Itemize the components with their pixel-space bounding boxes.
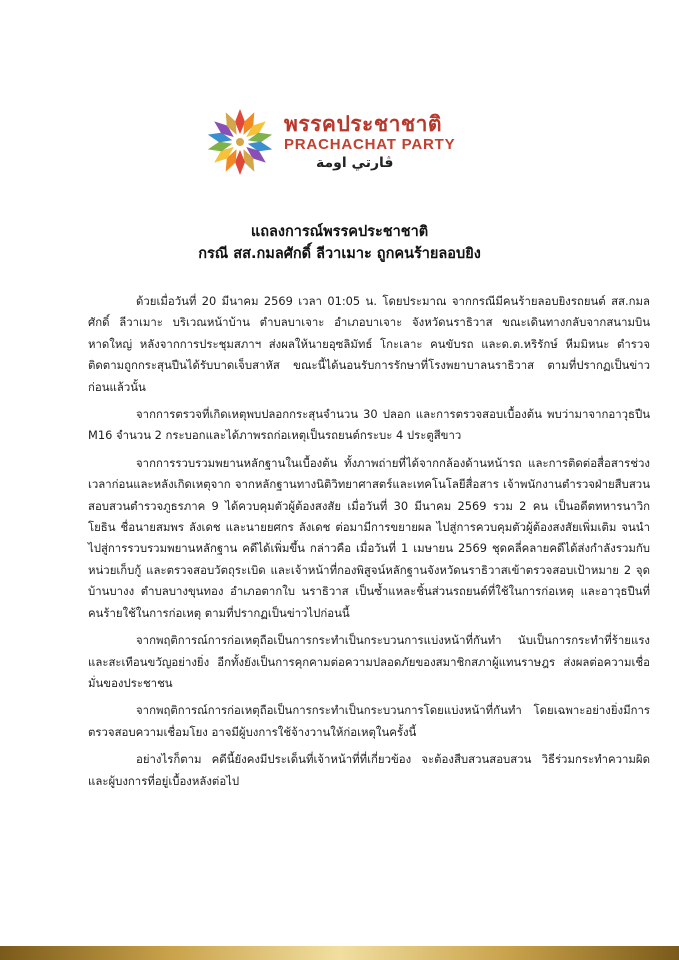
paragraph-2: จากการตรวจที่เกิดเหตุพบปลอกกระสุนจำนวน 30 ปลอก และการตรวจสอบเบื้องต้น พบว่ามาจากอาวุธปืน M16 จำนวน 2 กระบอกและได้ภาพรถก่อเหตุเป็นรถยนต์กระบะ 4 ประตูสีขาว [88, 407, 650, 443]
party-name-thai: พรรคประชาชาติ [284, 111, 443, 136]
footer-gold-bar [0, 946, 679, 960]
paragraph-1: ด้วยเมื่อวันที่ 20 มีนาคม 2569 เวลา 01:05 น. โดยประมาณ จากกรณีมีคนร้ายลอบยิงรถยนต์ สส.กมลศักดิ์ ลีวาเมาะ บริเวณหน้าบ้าน ตำบลบาเจาะ อำเภอบาเจาะ จังหวัดนราธิวาส ขณะเดินทางกลับจากสนามบินหาดใหญ่ หลังจากการประชุมสภาฯ ส่งผลให้นายอุซลิมัทธ์ โกะเลาะ คนขับรถ และด.ต.หริรักษ์ หีมมิหนะ ตำรวจติดตามถูกกระสุนปืนได้รับบาดเจ็บสาหัส ขณะนี้ได้นอนรับการรักษาที่โรงพยาบาลนราธิวาส ตามที่ปรากฏเป็นข่าวก่อนแล้วนั้น [88, 294, 650, 394]
paragraph-6: อย่างไรก็ตาม คดีนี้ยังคงมีประเด็นที่เจ้าหน้าที่ที่เกี่ยวข้อง จะต้องสืบสวนสอบสวน วิธีร่วมกระทำความผิด และผู้บงการที่อยู่เบื้องหลังต่อไป [88, 752, 650, 788]
paragraph-3: จากการรวบรวมพยานหลักฐานในเบื้องต้น ทั้งภาพถ่ายที่ได้จากกล้องด้านหน้ารถ และการติดต่อสื่อสารช่วงเวลาก่อนและหลังเกิดเหตุจาก จากหลักฐานทางนิติวิทยาศาสตร์และเทคโนโลยีสื่อสาร เจ้าพนักงานตำรวจฝ่ายสืบสวนสอบสวนตำรวจภูธรภาค 9 ได้ควบคุมตัวผู้ต้องสงสัย เมื่อวันที่ 30 มีนาคม 2569 รวม 2 คน เป็นอดีตทหารนาวิกโยธิน ชื่อนายสมพร ลังเดช และนายยศกร ลังเดช ต่อมามีการขยายผล ไปสู่การควบคุมตัวผู้ต้องสงสัยเพิ่มเติม จนนำไปสู่การรวบรวมพยานหลักฐาน คดีได้เพิ่มขึ้น กล่าวคือ เมื่อวันที่ 1 เมษายน 2569 ชุดคลี่คลายคดีได้ส่งกำลังรวมกับหน่วยเก็บกู้ และตรวจสอบวัตถุระเบิด และเจ้าหน้าที่กองพิสูจน์หลักฐานจังหวัดนราธิวาสเข้าตรวจสอบเป้าหมาย 2 จุด บ้านบางง ตำบลบางขุนทอง อำเภอตากใบ นราธิวาส เป็นซ้ำแหละชิ้นส่วนรถยนต์ที่ใช้ในการก่อเหตุ และอาวุธปืนที่คนร้ายใช้ในการก่อเหตุ ตามที่ปรากฏเป็นข่าวไปก่อนนี้ [88, 455, 650, 620]
emblem-petal [235, 150, 245, 175]
statement-title: แถลงการณ์พรรคประชาชาติ [250, 224, 429, 240]
party-logo [206, 108, 455, 176]
statement-subtitle: กรณี สส.กมลศักดิ์ ลีวาเมาะ ถูกคนร้ายลอบยิง [198, 246, 481, 262]
party-name-block [284, 112, 455, 173]
paragraph-5: จากพฤติการณ์การก่อเหตุถือเป็นการกระทำเป็นกระบวนการโดยแบ่งหน้าที่กันทำ โดยเฉพาะอย่างยิ่งมีการตรวจสอบความเชื่อมโยง อาจมีผู้บงการใช้จ้างวานให้ก่อเหตุในครั้งนี้ [88, 703, 650, 739]
paragraph-4: จากพฤติการณ์การก่อเหตุถือเป็นการกระทำเป็นกระบวนการแบ่งหน้าที่กันทำ นับเป็นการกระทำที่ร้ายแรง และสะเทือนขวัญอย่างยิ่ง อีกทั้งยังเป็นการคุกคามต่อความปลอดภัยของสมาชิกสภาผู้แทนราษฎร ส่งผลต่อความเชื่อมั่นของประชาชน [88, 633, 650, 690]
emblem-petal [235, 109, 245, 134]
party-emblem-icon [206, 108, 274, 176]
party-name-jawi: ڤارتي اومة [316, 154, 394, 171]
party-name-english: PRACHACHAT PARTY [284, 135, 456, 153]
statement-body [88, 291, 650, 798]
